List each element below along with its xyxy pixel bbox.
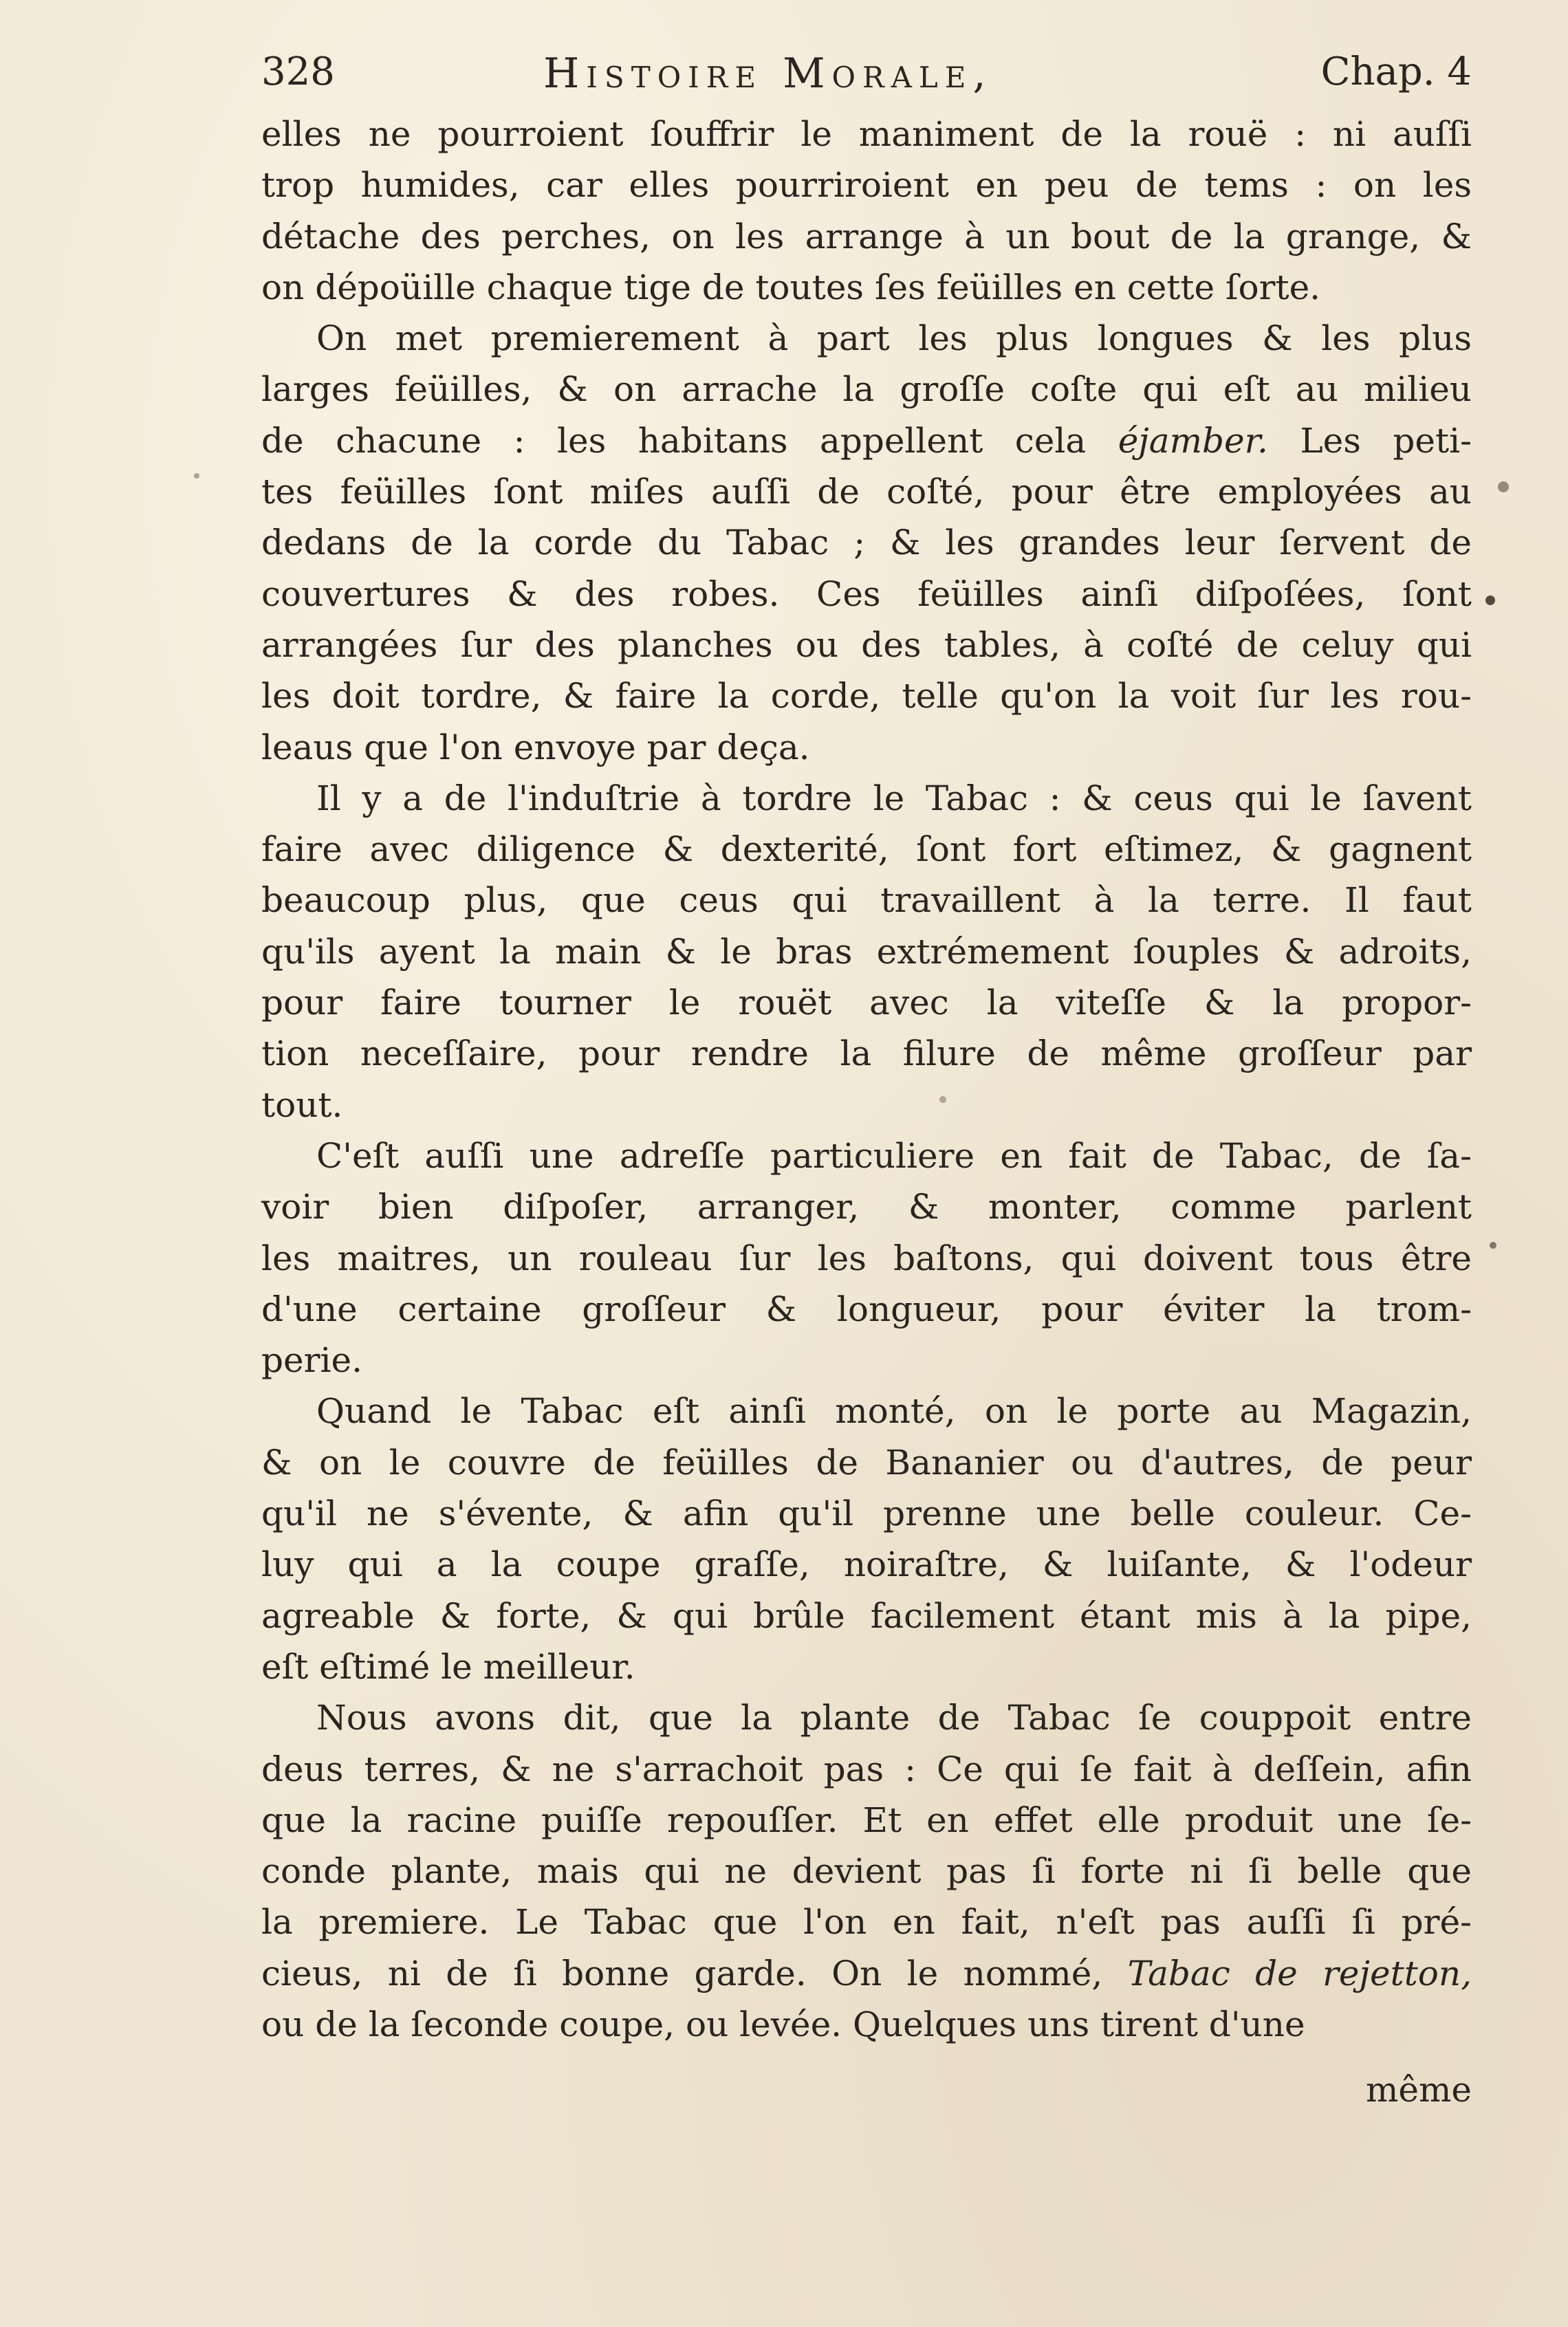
- ink-spot: [1490, 1242, 1496, 1249]
- italic-term: Tabac de rejetton,: [1127, 1953, 1472, 1993]
- text-line: C'eſt auſſi une adreſſe particuliere en fait de Tabac, de ſa-: [316, 1135, 1472, 1176]
- text-line: larges feüilles, & on arrache la groſſe coſte qui eſt au milieu: [261, 369, 1472, 410]
- text-line: que la racine puiſſe repouſſer. Et en effet elle produit une ſe-: [261, 1800, 1472, 1840]
- text-line: luy qui a la coupe graſſe, noiraſtre, & luiſante, & l'odeur: [261, 1544, 1472, 1585]
- text-line: agreable & forte, & qui brûle facilement étant mis à la pipe,: [261, 1595, 1472, 1636]
- text-line: eſt eſtimé le meilleur.: [261, 1646, 635, 1687]
- text-line: qu'il ne s'évente, & afin qu'il prenne une belle couleur. Ce-: [261, 1494, 1472, 1534]
- catchword: même: [1365, 2070, 1472, 2110]
- text-line: Quand le Tabac eſt ainſi monté, on le porte au Magazin,: [316, 1391, 1472, 1432]
- text-line: ou de la ſeconde coupe, ou levée. Quelques uns tirent d'une: [261, 2004, 1305, 2044]
- text-line: beaucoup plus, que ceus qui travaillent à la terre. Il faut: [261, 880, 1472, 921]
- text-line: on dépoüille chaque tige de toutes ſes feüilles en cette ſorte.: [261, 267, 1321, 307]
- text-line: détache des perches, on les arrange à un bout de la grange, &: [261, 216, 1472, 256]
- text-line: faire avec diligence & dexterité, ſont fort eſtimez, & gagnent: [261, 829, 1472, 870]
- text-line: On met premierement à part les plus longues & les plus: [316, 318, 1472, 359]
- ink-spot: [1485, 596, 1495, 605]
- text-line: leaus que l'on envoye par deça.: [261, 727, 810, 767]
- text-line: elles ne pourroient ſouffrir le maniment de la rouë : ni auſſi: [261, 114, 1472, 154]
- running-title: Histoire Morale,: [543, 50, 993, 98]
- text-line: Il y a de l'induſtrie à tordre le Tabac : & ceus qui le ſavent: [316, 778, 1472, 818]
- text-line: tout.: [261, 1084, 343, 1125]
- text-line: arrangées ſur des planches ou des tables, à coſté de celuy qui: [261, 624, 1472, 665]
- body-text: [261, 109, 1472, 2050]
- text-line: perie.: [261, 1340, 362, 1381]
- ink-spot: [194, 473, 199, 479]
- page-number: 328: [261, 50, 335, 94]
- text-line: trop humides, car elles pourriroient en peu de tems : on les: [261, 165, 1472, 206]
- text-line: les maitres, un rouleau ſur les baſtons, qui doivent tous être: [261, 1238, 1472, 1278]
- text-line: voir bien diſpoſer, arranger, & monter, comme parlent: [261, 1187, 1472, 1227]
- italic-term: éjamber.: [1118, 420, 1268, 461]
- text-line: conde plante, mais qui ne devient pas ſi forte ni ſi belle que: [261, 1851, 1472, 1892]
- text-line: couvertures & des robes. Ces feüilles ainſi diſpoſées, ſont: [261, 573, 1472, 614]
- text-line: la premiere. Le Tabac que l'on en fait, n'eſt pas auſſi ſi pré-: [261, 1902, 1472, 1943]
- text-line: qu'ils ayent la main & le bras extrémement ſouples & adroits,: [261, 931, 1472, 972]
- text-line: & on le couvre de feüilles de Bananier ou d'autres, de peur: [261, 1442, 1472, 1483]
- text-line: d'une certaine groſſeur & longueur, pour éviter la trom-: [261, 1289, 1472, 1329]
- text-line: de chacune : les habitans appellent cela éjamber. Les peti-: [261, 420, 1472, 461]
- text-line: dedans de la corde du Tabac ; & les grandes leur ſervent de: [261, 523, 1472, 563]
- page-header: [261, 50, 1472, 105]
- text-line: tes feüilles ſont miſes auſſi de coſté, pour être employées au: [261, 472, 1472, 512]
- ink-spot: [1498, 481, 1509, 492]
- text-line: Nous avons dit, que la plante de Tabac ſe couppoit entre: [316, 1698, 1472, 1738]
- chapter-label: Chap. 4: [1320, 50, 1472, 94]
- text-line: tion neceſſaire, pour rendre la filure de même groſſeur par: [261, 1034, 1472, 1074]
- text-line: pour faire tourner le rouët avec la viteſſe & la propor-: [261, 983, 1472, 1023]
- ink-spot: [939, 1096, 946, 1103]
- text-line: cieus, ni de ſi bonne garde. On le nommé, Tabac de rejetton,: [261, 1953, 1472, 1993]
- text-line: deus terres, & ne s'arrachoit pas : Ce qui ſe fait à deſſein, afin: [261, 1749, 1472, 1789]
- text-line: les doit tordre, & faire la corde, telle qu'on la voit ſur les rou-: [261, 676, 1472, 717]
